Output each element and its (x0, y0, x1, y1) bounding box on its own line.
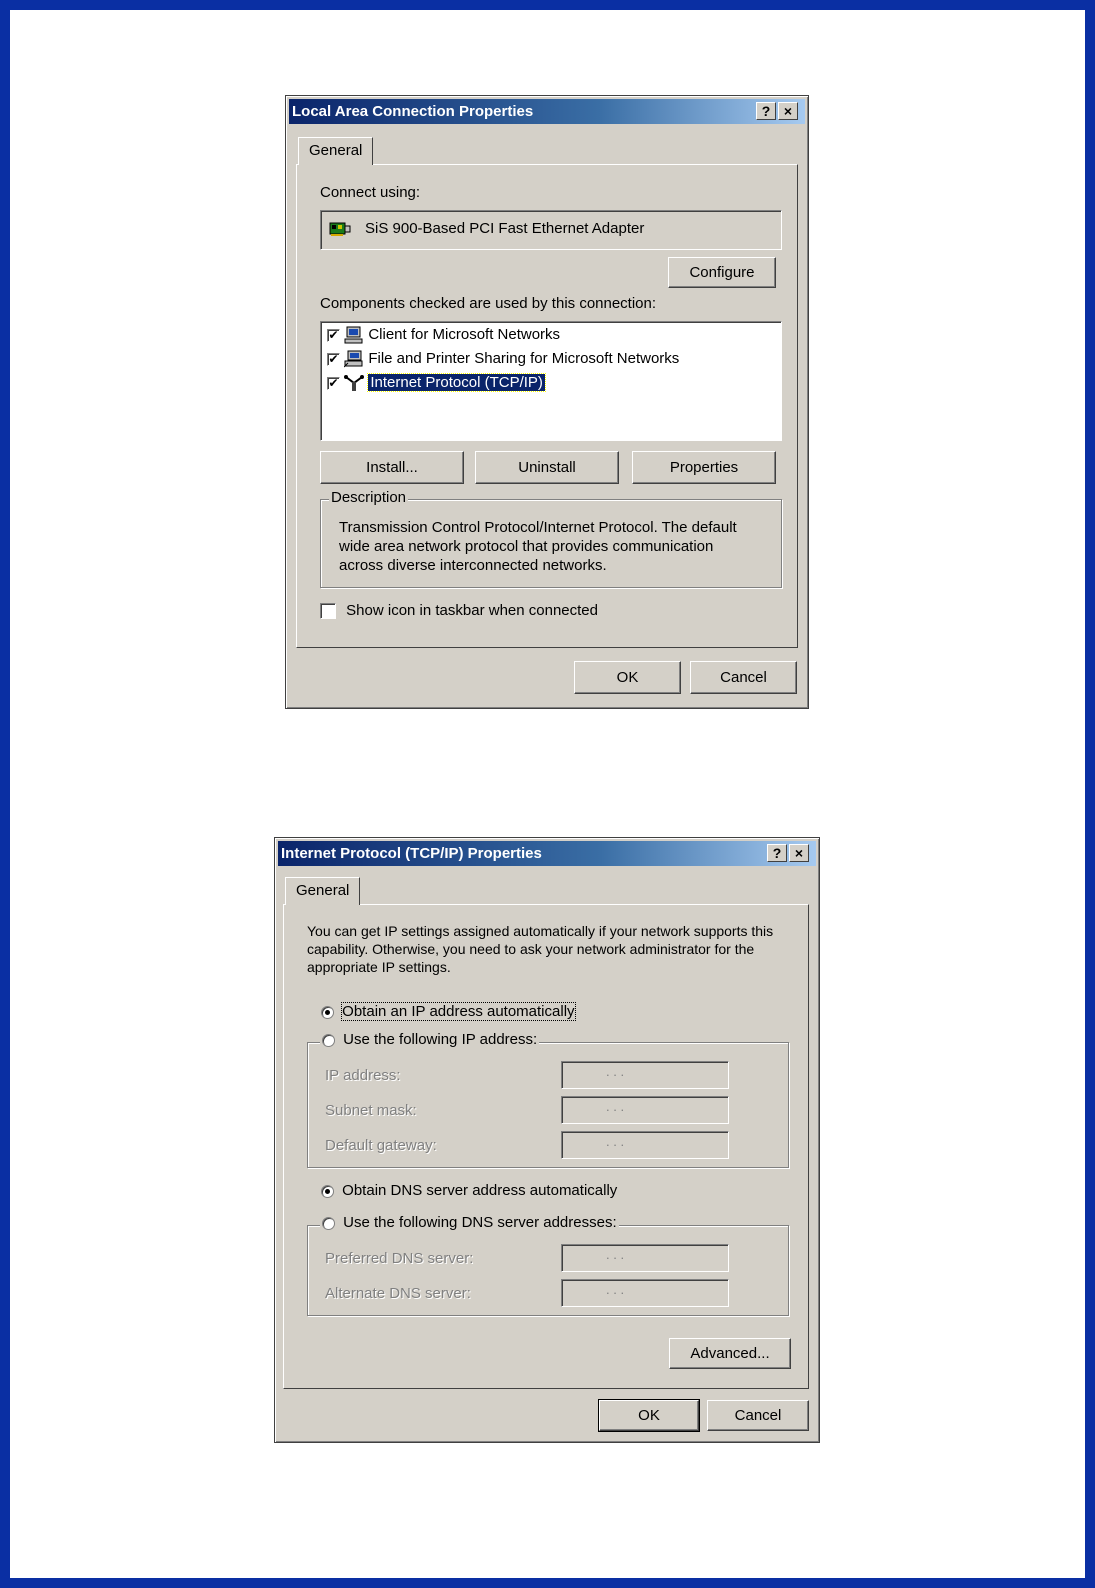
show-icon-label: Show icon in taskbar when connected (346, 602, 598, 619)
lac-dialog (285, 95, 809, 709)
uninstall-button-label: Uninstall (518, 459, 576, 476)
help-button[interactable]: ? (756, 102, 776, 120)
lac-ok-button[interactable] (574, 661, 681, 694)
protocol-icon (344, 374, 364, 392)
obtain-dns-label: Obtain DNS server address automatically (342, 1182, 618, 1199)
properties-button-label: Properties (669, 459, 739, 476)
tcpip-title: Internet Protocol (TCP/IP) Properties (281, 845, 542, 862)
ip-address-label: IP address: (325, 1067, 401, 1084)
close-button[interactable]: × (778, 102, 798, 120)
lac-title: Local Area Connection Properties (292, 103, 534, 120)
default-gateway-label: Default gateway: (325, 1137, 437, 1154)
client-checkbox[interactable]: ✔ (328, 327, 339, 342)
description-text: Transmission Control Protocol/Internet Protocol. The default wide area network protocol that provides communication across diverse interconnected networks. (339, 519, 737, 574)
show-icon-checkbox[interactable] (320, 603, 336, 619)
lac-ok-label: OK (616, 669, 639, 686)
ip-group (307, 1031, 789, 1168)
obtain-ip-radio[interactable] (321, 1006, 334, 1019)
configure-button-label: Configure (689, 264, 755, 281)
tcpip-tab-general-label: General (296, 882, 350, 899)
alternate-dns-field (561, 1279, 729, 1307)
tcpip-cancel-button[interactable] (707, 1400, 809, 1431)
obtain-dns-radio[interactable] (321, 1185, 334, 1198)
obtain-ip-label: Obtain an IP address automatically (342, 1003, 575, 1020)
connect-using-label: Connect using: (320, 184, 421, 201)
preferred-dns-dots: . . . (606, 1247, 625, 1262)
file-printer-label: File and Printer Sharing for Microsoft Networks (368, 350, 680, 367)
subnet-mask-dots: . . . (606, 1099, 625, 1114)
tcpip-ok-button[interactable] (599, 1400, 699, 1431)
description-legend: Description (331, 489, 407, 506)
tcpip-label: Internet Protocol (TCP/IP) (370, 374, 543, 391)
file-printer-checkbox[interactable]: ✔ (328, 351, 339, 366)
install-button-label: Install... (366, 459, 418, 476)
obtain-dns-option[interactable] (321, 1182, 617, 1199)
advanced-button[interactable] (669, 1338, 791, 1369)
tcpip-close-button[interactable]: × (789, 844, 809, 862)
preferred-dns-label: Preferred DNS server: (325, 1250, 474, 1267)
properties-button[interactable] (632, 451, 776, 484)
tcpip-ok-label: OK (638, 1407, 660, 1424)
dns-group (307, 1214, 789, 1316)
configure-button[interactable] (668, 257, 776, 288)
use-ip-label: Use the following IP address: (343, 1031, 538, 1048)
components-list[interactable] (320, 321, 782, 441)
use-dns-label: Use the following DNS server addresses: (343, 1214, 617, 1231)
tcpip-checkbox[interactable]: ✔ (328, 375, 339, 390)
subnet-mask-label: Subnet mask: (325, 1102, 417, 1119)
show-icon-option[interactable] (320, 602, 598, 619)
list-item-tcpip[interactable] (327, 372, 545, 394)
advanced-button-label: Advanced... (690, 1345, 770, 1362)
install-button[interactable] (320, 451, 464, 484)
client-label: Client for Microsoft Networks (368, 326, 561, 343)
lac-cancel-button[interactable] (690, 661, 797, 694)
ip-address-dots: . . . (606, 1064, 625, 1079)
use-ip-option[interactable] (320, 1031, 539, 1048)
intro-text: You can get IP settings assigned automatically if your network supports this capability. Otherwise, you need to ask your network administrator for the appropriate IP settings. (307, 923, 774, 975)
tcpip-cancel-label: Cancel (734, 1407, 782, 1424)
obtain-ip-option[interactable] (321, 1003, 575, 1020)
uninstall-button[interactable] (475, 451, 619, 484)
lac-cancel-label: Cancel (720, 669, 767, 686)
default-gateway-dots: . . . (606, 1134, 625, 1149)
adapter-name: SiS 900-Based PCI Fast Ethernet Adapter (365, 220, 645, 237)
subnet-mask-field (561, 1096, 729, 1124)
network-adapter-icon (329, 220, 351, 236)
adapter-field (320, 210, 782, 250)
components-label: Components checked are used by this connection: (320, 295, 657, 312)
use-ip-radio[interactable] (322, 1034, 335, 1047)
lac-titlebar[interactable] (289, 99, 805, 124)
description-group (320, 489, 782, 588)
ip-address-field (561, 1061, 729, 1089)
use-dns-radio[interactable] (322, 1217, 335, 1230)
preferred-dns-field (561, 1244, 729, 1272)
tcpip-titlebar[interactable] (278, 841, 816, 866)
default-gateway-field (561, 1131, 729, 1159)
tab-general[interactable] (298, 137, 373, 165)
network-client-icon (344, 326, 364, 344)
alternate-dns-dots: . . . (606, 1282, 625, 1297)
tab-general-label: General (309, 142, 363, 159)
use-dns-option[interactable] (320, 1214, 619, 1231)
file-printer-sharing-icon (344, 350, 364, 368)
tcpip-tab-general[interactable] (285, 877, 360, 905)
tcpip-help-button[interactable]: ? (767, 844, 787, 862)
alternate-dns-label: Alternate DNS server: (325, 1285, 471, 1302)
list-item-file-printer[interactable] (327, 348, 679, 370)
tcpip-dialog (274, 837, 820, 1443)
list-item-client[interactable] (327, 324, 560, 346)
